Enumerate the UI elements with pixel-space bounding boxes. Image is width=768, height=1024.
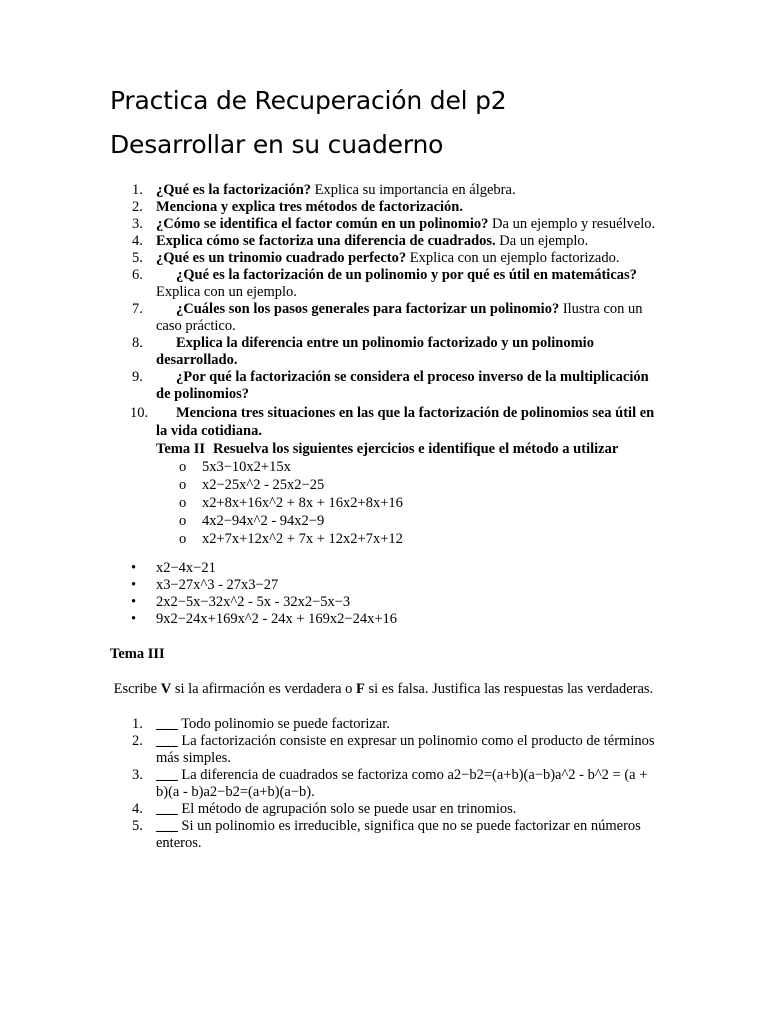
question-rest: Explica con un ejemplo factorizado. (406, 250, 620, 266)
question-item (110, 301, 660, 335)
question-bold: ¿Por qué la factorización se considera el proceso inverso de la multiplicación de polinomios? (156, 369, 649, 402)
question-bold: ¿Cómo se identifica el factor común en un polinomio? (156, 216, 489, 232)
answer-blank: ___ (156, 801, 178, 817)
dot-bullet-icon: • (131, 594, 137, 610)
exercise-text: 9x2−24x+169x^2 - 24x + 169x2−24x+16 (156, 611, 398, 627)
question-item (110, 369, 660, 403)
circle-bullet-icon: o (179, 459, 187, 475)
exercise-item (179, 476, 660, 494)
statement-number: 4. (132, 801, 143, 817)
dot-bullet-icon: • (131, 577, 137, 593)
instruction-text: Escribe (113, 681, 161, 697)
statement-item (110, 733, 660, 767)
question-number: 3. (132, 216, 143, 232)
page-subtitle: Desarrollar en su cuaderno (110, 130, 444, 159)
question-item (110, 404, 660, 440)
question-number: 9. (132, 369, 143, 385)
question-item (110, 233, 660, 250)
question-bold: Explica cómo se factoriza una diferencia de cuadrados. (156, 233, 496, 249)
question-number: 6. (132, 267, 143, 283)
circle-bullet-icon: o (179, 477, 187, 493)
more-exercises-list (110, 560, 660, 628)
question-rest: Da un ejemplo. (495, 233, 589, 249)
question-bold: Menciona y explica tres métodos de factorización. (156, 199, 463, 215)
statement-number: 5. (132, 818, 143, 834)
statement-item (110, 767, 660, 801)
circle-bullet-icon: o (179, 531, 187, 547)
dot-bullet-icon: • (131, 611, 137, 627)
exercise-item (131, 577, 660, 594)
question-item (110, 267, 660, 301)
exercise-item (131, 560, 660, 577)
exercise-item (179, 530, 660, 548)
answer-blank: ___ (156, 733, 178, 749)
exercise-text: x2+8x+16x^2 + 8x + 16x2+8x+16 (202, 495, 403, 511)
instruction-f: F (356, 681, 365, 697)
question-item (110, 216, 660, 233)
tema2-heading (110, 441, 660, 458)
answer-blank: ___ (156, 818, 178, 834)
question-item (110, 250, 660, 267)
exercise-text: x3−27x^3 - 27x3−27 (156, 577, 279, 593)
question-number: 8. (132, 335, 143, 351)
exercise-text: 5x3−10x2+15x (202, 459, 291, 475)
question-rest: Explica con un ejemplo. (156, 284, 297, 300)
answer-blank: ___ (156, 767, 178, 783)
exercise-item (179, 494, 660, 512)
statement-text: La diferencia de cuadrados se factoriza como a2−b2=(a+b)(a−b)a^2 - b^2 = (a + b)(a - b)a2−b2=(a+b)(a−b). (156, 767, 648, 800)
question-number: 7. (132, 301, 143, 317)
statement-item (110, 818, 660, 852)
statement-text: La factorización consiste en expresar un polinomio como el producto de términos más simples. (156, 733, 655, 766)
tema3-instruction (110, 681, 660, 698)
questions-list (110, 182, 660, 440)
question-item (110, 182, 660, 199)
statement-text: Todo polinomio se puede factorizar. (177, 716, 390, 732)
tema2-instruction: Resuelva los siguientes ejercicios e identifique el método a utilizar (213, 441, 619, 457)
question-bold: ¿Cuáles son los pasos generales para factorizar un polinomio? (176, 301, 560, 317)
question-bold: ¿Qué es un trinomio cuadrado perfecto? (156, 250, 407, 266)
page-title: Practica de Recuperación del p2 (110, 86, 507, 115)
exercise-item (131, 611, 660, 628)
question-number: 1. (132, 182, 143, 198)
exercise-text: x2−4x−21 (156, 560, 216, 576)
tema3-heading: Tema III (110, 646, 165, 662)
exercise-text: 2x2−5x−32x^2 - 5x - 32x2−5x−3 (156, 594, 351, 610)
answer-blank: ___ (156, 716, 178, 732)
question-number: 10. (130, 405, 149, 421)
tema2-exercise-list (110, 458, 660, 548)
question-bold: ¿Qué es la factorización? (156, 182, 312, 198)
statement-item (110, 716, 660, 733)
exercise-text: 4x2−94x^2 - 94x2−9 (202, 513, 325, 529)
statement-number: 1. (132, 716, 143, 732)
exercise-item (131, 594, 660, 611)
statement-text: Si un polinomio es irreducible, significa que no se puede factorizar en números enteros. (156, 818, 641, 851)
exercise-text: x2−25x^2 - 25x2−25 (202, 477, 325, 493)
instruction-v: V (160, 681, 172, 697)
tema2-label: Tema II (156, 441, 206, 457)
question-item (110, 199, 660, 216)
question-bold: Menciona tres situaciones en las que la factorización de polinomios sea útil en la vida cotidiana. (156, 405, 655, 439)
statement-item (110, 801, 660, 818)
question-item (110, 335, 660, 369)
question-bold: Explica la diferencia entre un polinomio factorizado y un polinomio desarrollado. (156, 335, 594, 368)
question-number: 4. (132, 233, 143, 249)
question-rest: Ilustra con un caso práctico. (156, 301, 643, 334)
circle-bullet-icon: o (179, 513, 187, 529)
dot-bullet-icon: • (131, 560, 137, 576)
statement-text: El método de agrupación solo se puede usar en trinomios. (177, 801, 517, 817)
true-false-list (110, 716, 660, 852)
exercise-item (179, 458, 660, 476)
question-rest: Da un ejemplo y resuélvelo. (488, 216, 656, 232)
statement-number: 2. (132, 733, 143, 749)
question-number: 2. (132, 199, 143, 215)
question-bold: ¿Qué es la factorización de un polinomio y por qué es útil en matemáticas? (176, 267, 637, 283)
document-page (110, 86, 660, 852)
instruction-text: si la afirmación es verdadera o (171, 681, 357, 697)
exercise-item (179, 512, 660, 530)
statement-number: 3. (132, 767, 143, 783)
instruction-text: si es falsa. Justifica las respuestas las verdaderas. (364, 681, 654, 697)
question-rest: Explica su importancia en álgebra. (311, 182, 516, 198)
exercise-text: x2+7x+12x^2 + 7x + 12x2+7x+12 (202, 531, 403, 547)
circle-bullet-icon: o (179, 495, 187, 511)
question-number: 5. (132, 250, 143, 266)
